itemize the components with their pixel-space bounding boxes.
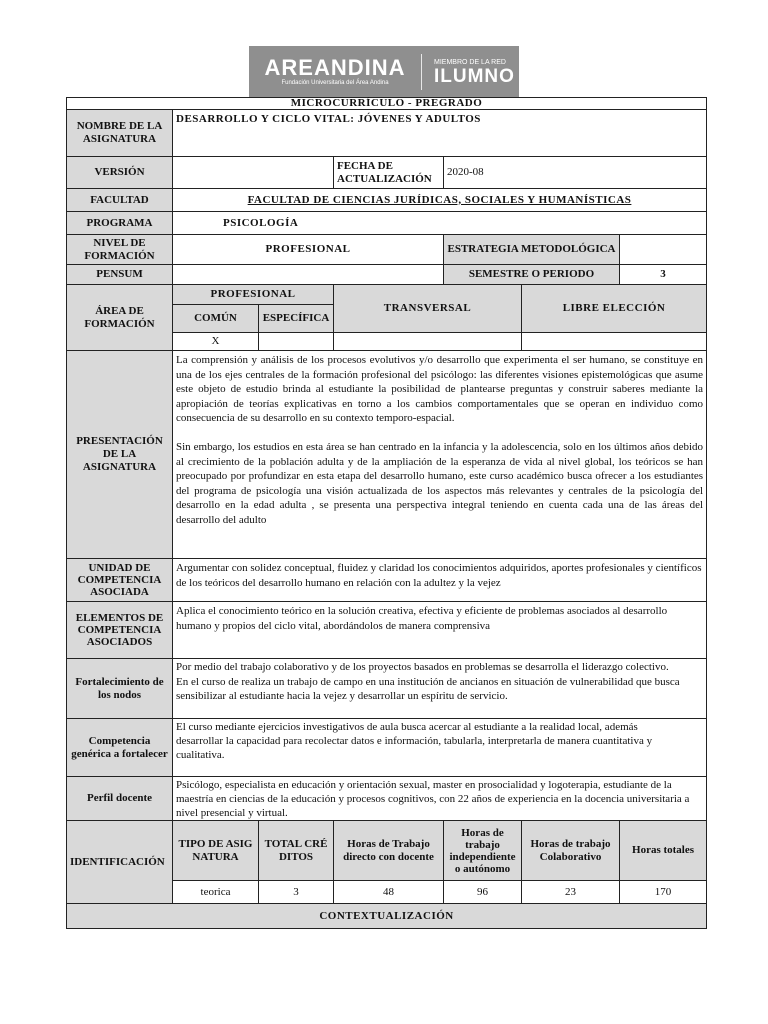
perfil-label: Perfil docente: [67, 777, 173, 821]
id-header-horas-directo: Horas de Trabajo directo con docente: [334, 821, 444, 881]
area-transversal-mark: [334, 333, 522, 351]
contextualizacion-heading: CONTEXTUALIZACIÓN: [67, 904, 707, 929]
network-brand: [422, 58, 519, 87]
nivel-label: NIVEL DE FORMACIÓN: [67, 235, 173, 265]
area-comun-mark: X: [173, 333, 259, 351]
id-value-horas-directo: 48: [334, 881, 444, 904]
area-libre: LIBRE ELECCIÓN: [522, 285, 707, 333]
elementos-value: Aplica el conocimiento teórico en la solución creativa, efectiva y eficiente de problemas asociados al desarrollo humano y propios del ciclo vital, abordándolos de manera comprensiva: [173, 602, 707, 659]
presentacion-paragraph-2: Sin embargo, los estudios en esta área se han centrado en la infancia y la adolescencia, solo en los últimos años debido al crecimiento de la población adulta y de la ampliación de la esperanza de vida al nivel global, los teóricos se han preocupado por profundizar en esta etapa del desarrollo humano, este curso académico busca ofrecer a los estudiantes del programa de psicología una visión actualizada de los aspectos más relevantes y centrales de la psicología del desarrollo en la edad adulta , se presenta una perspectiva integral teniendo en cuenta cada una de las áreas del desarrollo del adulto: [176, 440, 704, 526]
identificacion-label: IDENTIFICACIÓN: [67, 821, 173, 904]
id-value-tipo: teorica: [173, 881, 259, 904]
fortalecimiento-value: [173, 659, 707, 719]
fortalecimiento-row: [67, 659, 707, 719]
perfil-row: [67, 777, 707, 821]
elementos-row: [67, 602, 707, 659]
presentacion-paragraph-1: La comprensión y análisis de los procesos evolutivos y/o desarrollo que experimenta el ser humano, se constituye en una de los ejes centrales de la formación profesional del psicólogo: las diferentes visiones epistemológicas que asume este objeto de estudio brinda al estudiante la posibilidad de plantearse preguntas y construir saberes mediante la apropiación de teorías explicativas en torno a los cambios comportamentales que se operan en individuo como consecuencia de su desarrollo en su contexto temporo-espacial.: [176, 354, 704, 425]
presentacion-value: [173, 351, 707, 559]
id-header-horas-totales: Horas totales: [620, 821, 707, 881]
fortalecimiento-label: Fortalecimiento de los nodos: [67, 659, 173, 719]
nivel-value: PROFESIONAL: [173, 235, 444, 265]
programa-row: [67, 212, 707, 235]
facultad-label: FACULTAD: [67, 189, 173, 212]
estrategia-label: ESTRATEGIA METODOLÓGICA: [444, 235, 620, 265]
area-comun: COMÚN: [173, 305, 259, 333]
semestre-label: SEMESTRE O PERIODO: [444, 265, 620, 285]
competencia-paragraph-1: El curso mediante ejercicios investigativos de aula busca acercar al estudiante a la realidad local, además: [176, 721, 638, 733]
fecha-label: FECHA DE ACTUALIZACIÓN: [334, 157, 444, 189]
presentacion-label: PRESENTACIÓN DE LA ASIGNATURA: [67, 351, 173, 559]
competencia-row: [67, 719, 707, 777]
programa-value: PSICOLOGÍA: [173, 212, 707, 235]
institution-logo: [249, 46, 519, 98]
areandina-brand: [249, 57, 421, 87]
unidad-label: UNIDAD DE COMPETENCIA ASOCIADA: [67, 559, 173, 602]
version-row: [67, 157, 707, 189]
area-transversal: TRANSVERSAL: [334, 285, 522, 333]
perfil-value: Psicólogo, especialista en educación y orientación sexual, master en prosocialidad y logoterapia, estudiante de la maestría en ciencias de la educación y procesos cognitivos, con 22 años de experiencia en la docencia universitaria a nivel presencial y virtual.: [173, 777, 707, 821]
programa-label: PROGRAMA: [67, 212, 173, 235]
area-label: ÁREA DE FORMACIÓN: [67, 285, 173, 351]
area-row-1: [67, 285, 707, 305]
nombre-label: NOMBRE DE LA ASIGNATURA: [67, 110, 173, 157]
nombre-value: DESARROLLO Y CICLO VITAL: JÓVENES Y ADULTOS: [173, 110, 707, 157]
competencia-label: Competencia genérica a fortalecer: [67, 719, 173, 777]
pensum-label: PENSUM: [67, 265, 173, 285]
area-libre-mark: [522, 333, 707, 351]
fecha-value: 2020-08: [444, 157, 707, 189]
id-value-horas-independiente: 96: [444, 881, 522, 904]
area-especifica-mark: [259, 333, 334, 351]
fortalecimiento-paragraph-1: Por medio del trabajo colaborativo y de los proyectos basados en problemas se desarrolla el liderazgo colectivo.: [176, 661, 669, 673]
competencia-paragraph-2: desarrollar la capacidad para recolectar datos e información, tabularla, interpretarla de manera cuantitativa y cualitativa.: [176, 735, 653, 761]
area-especifica: ESPECÍFICA: [259, 305, 334, 333]
contextualizacion-row: [67, 904, 707, 929]
fortalecimiento-paragraph-2: En el curso de realiza un trabajo de campo en una institución de ancianos en situación de vulnerabilidad que busca sensibilizar al estudiante hacia la vejez y desarrollar un espíritu de servicio.: [176, 675, 680, 702]
id-header-horas-colaborativo: Horas de trabajo Colaborativo: [522, 821, 620, 881]
elementos-label: ELEMENTOS DE COMPETENCIA ASOCIADOS: [67, 602, 173, 659]
identificacion-header-row: [67, 821, 707, 881]
facultad-value: FACULTAD DE CIENCIAS JURÍDICAS, SOCIALES Y HUMANÍSTICAS: [173, 189, 707, 212]
id-header-horas-independiente: Horas de trabajo independiente o autónomo: [444, 821, 522, 881]
unidad-value: Argumentar con solidez conceptual, fluidez y claridad los conocimientos adquiridos, aportes profesionales y científicos de los teóricos del desarrollo humano en relación con la adultez y la vejez: [173, 559, 707, 602]
id-value-creditos: 3: [259, 881, 334, 904]
pensum-value: [173, 265, 444, 285]
network-member-label: MIEMBRO DE LA RED: [434, 58, 506, 66]
id-value-horas-totales: 170: [620, 881, 707, 904]
nivel-row: [67, 235, 707, 265]
network-name: ILUMNO: [434, 65, 515, 87]
brand-name: AREANDINA: [264, 55, 406, 80]
version-label: VERSIÓN: [67, 157, 173, 189]
pensum-row: [67, 265, 707, 285]
competencia-value: [173, 719, 707, 777]
area-profesional: PROFESIONAL: [173, 285, 334, 305]
brand-subtitle: Fundación Universitaria del Área Andina: [281, 80, 389, 86]
title-row: [67, 98, 707, 110]
unidad-row: [67, 559, 707, 602]
semestre-value: 3: [620, 265, 707, 285]
id-header-tipo: TIPO DE ASIGNATURA: [173, 821, 259, 881]
document-title: MICROCURRÍCULO - PREGRADO: [67, 98, 707, 110]
facultad-row: [67, 189, 707, 212]
nombre-row: [67, 110, 707, 157]
presentacion-row: [67, 351, 707, 559]
estrategia-value: [620, 235, 707, 265]
id-header-creditos: TOTAL CRÉDITOS: [259, 821, 334, 881]
id-value-horas-colaborativo: 23: [522, 881, 620, 904]
version-value: [173, 157, 334, 189]
microcurriculum-table: [66, 97, 707, 929]
